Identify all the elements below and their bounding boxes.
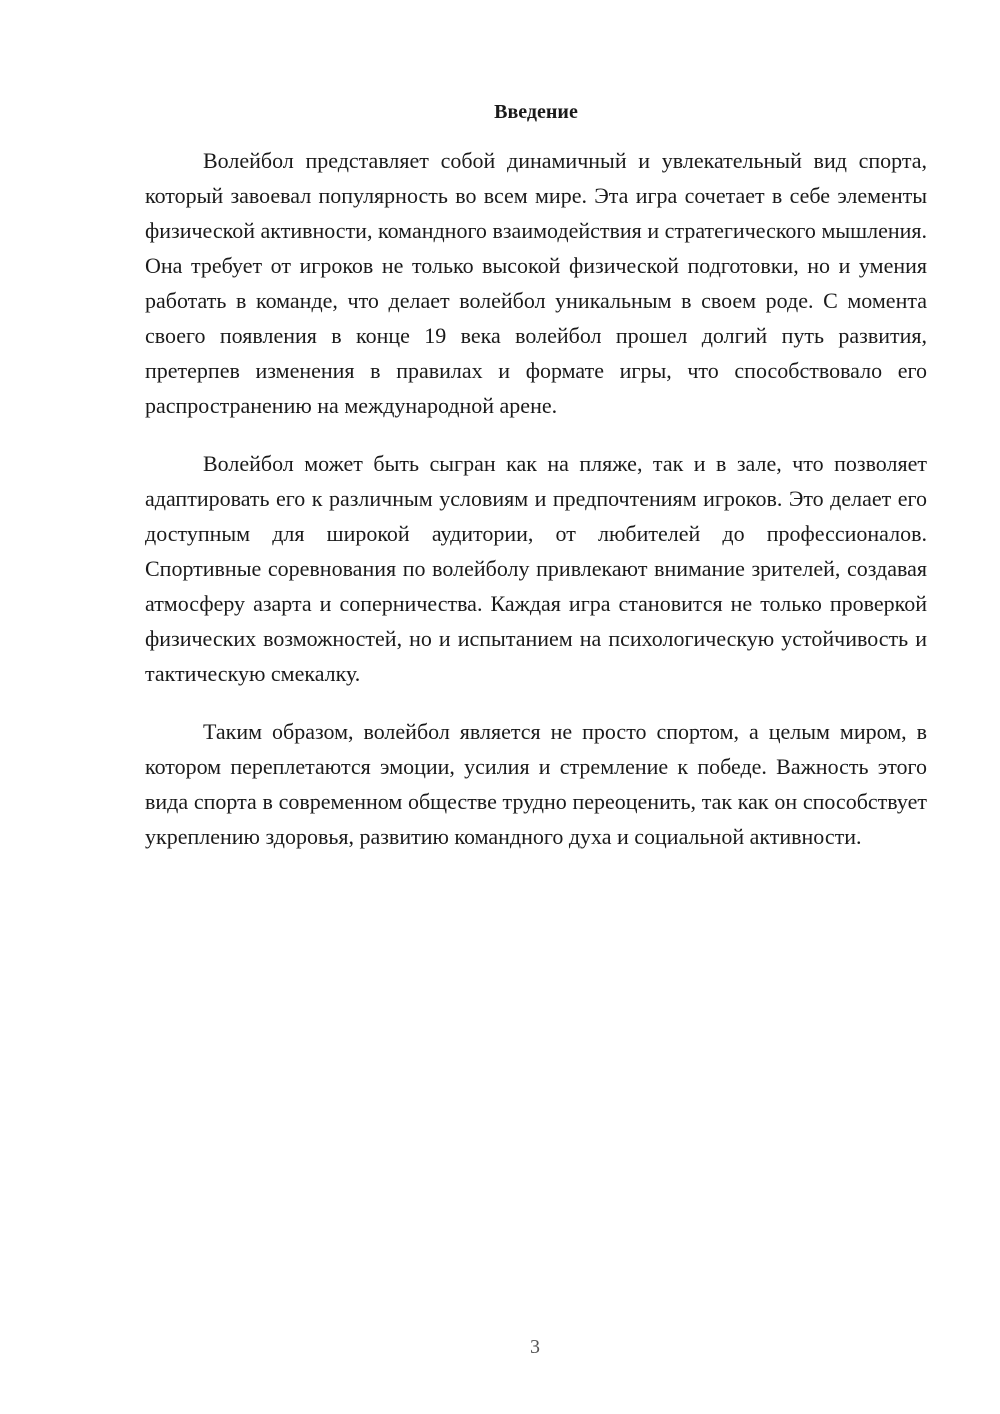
paragraph-2: Волейбол может быть сыгран как на пляже, так и в зале, что позволяет адаптировать его к различным условиям и предпочтениям игроков. Это делает его доступным для широкой аудитории, от любителей до профессионалов. Спортивные соревнования по волейболу привлекают внимание зрителей, создавая атмосферу азарта и соперничества. Каждая игра становится не только проверкой физических возможностей, но и испытанием на психологическую устойчивость и тактическую смекалку. <box>145 451 927 686</box>
body-text <box>145 143 927 877</box>
paragraph-3: Таким образом, волейбол является не просто спортом, а целым миром, в котором переплетаются эмоции, усилия и стремление к победе. Важность этого вида спорта в современном обществе трудно переоценить, так как он способствует укреплению здоровья, развитию командного духа и социальной активности. <box>145 719 927 849</box>
paragraph-1: Волейбол представляет собой динамичный и увлекательный вид спорта, который завоевал популярность во всем мире. Эта игра сочетает в себе элементы физической активности, командного взаимодействия и стратегического мышления. Она требует от игроков не только высокой физической подготовки, но и умения работать в команде, что делает волейбол уникальным в своем роде. С момента своего появления в конце 19 века волейбол прошел долгий путь развития, претерпев изменения в правилах и формате игры, что способствовало его распространению на международной арене. <box>145 148 927 418</box>
page-title: Введение <box>494 101 578 123</box>
page-number: 3 <box>530 1336 540 1358</box>
